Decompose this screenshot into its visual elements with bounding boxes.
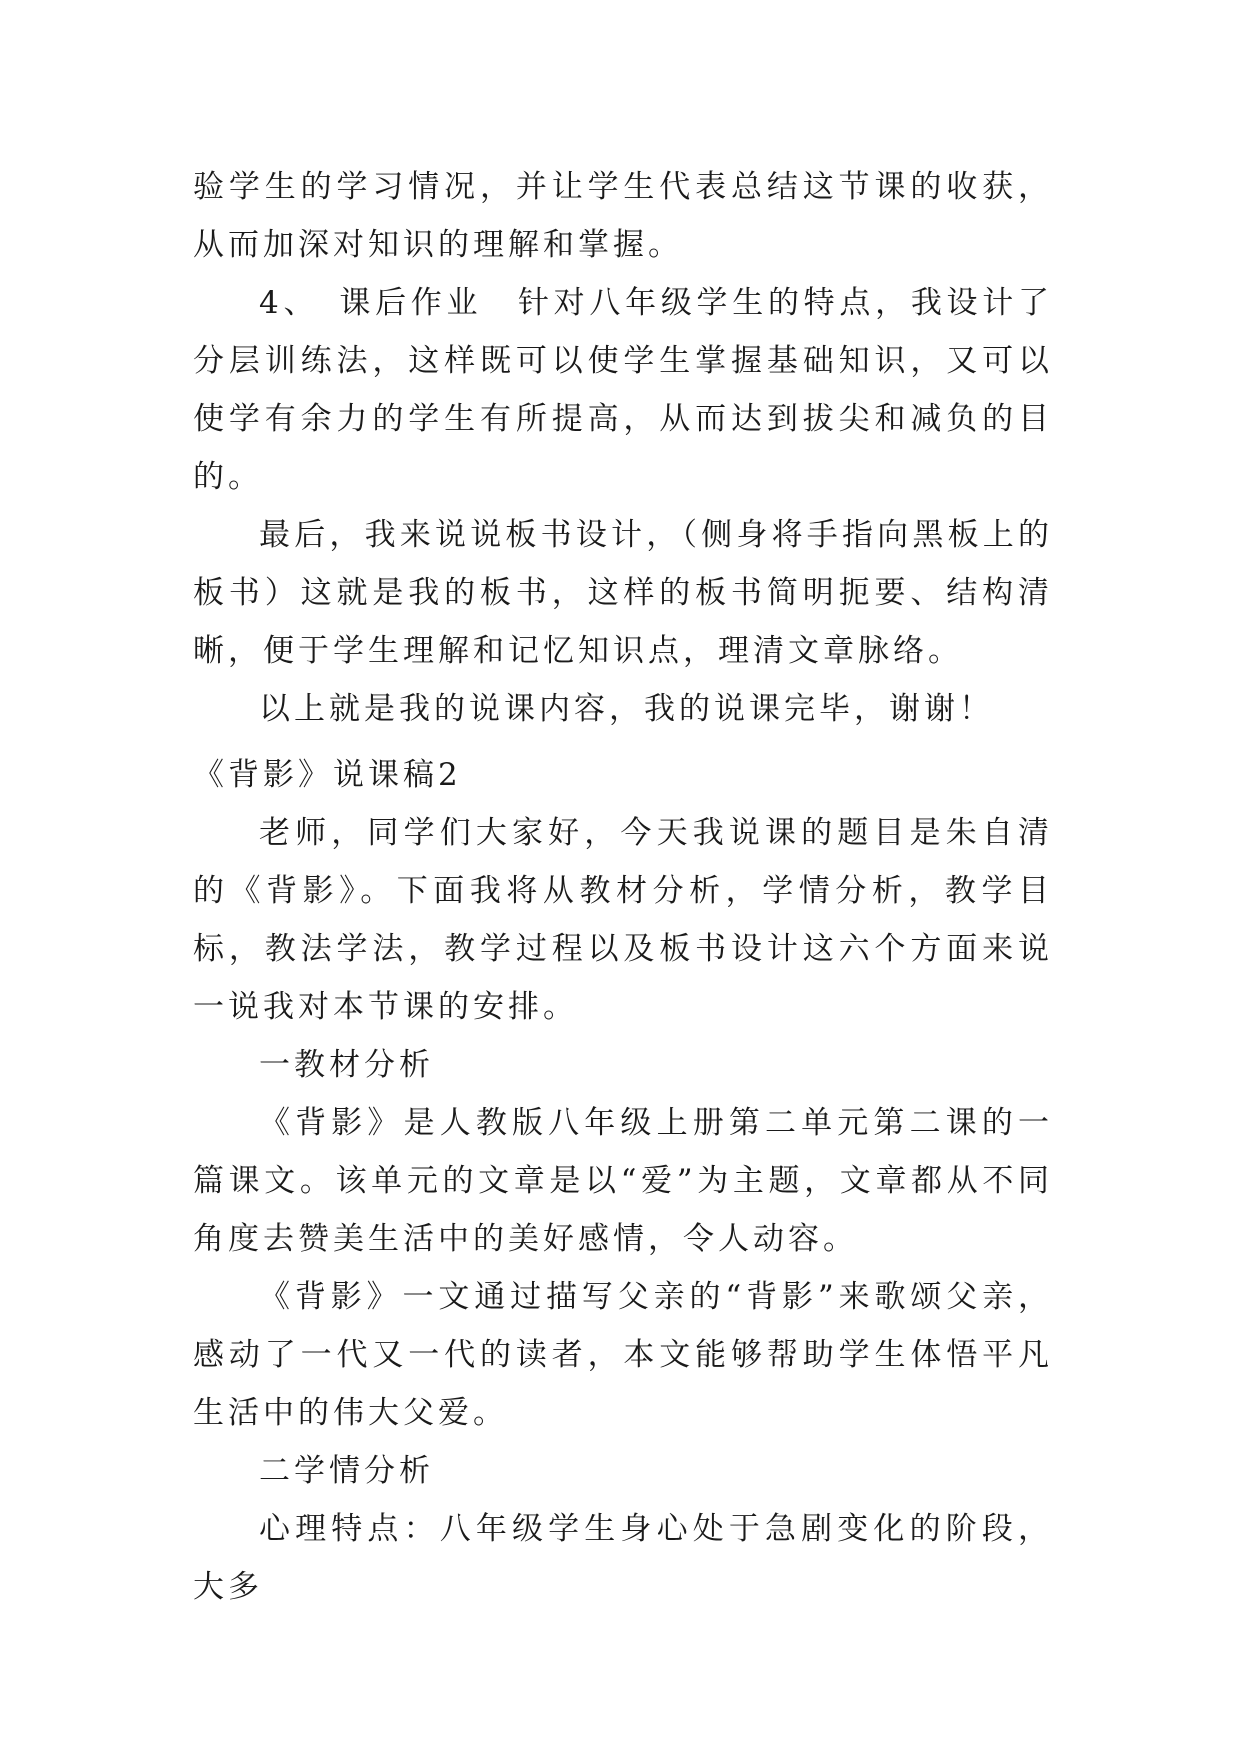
section-2-body [193, 746, 1053, 1616]
paragraph-closing: 以上就是我的说课内容，我的说课完毕，谢谢！ [259, 691, 994, 727]
paragraph-board-design: 最后，我来说说板书设计，（侧身将手指向黑板上的板书）这就是我的板书，这样的板书简明扼要、结构清晰，便于学生理解和记忆知识点，理清文章脉络。 [193, 517, 1053, 669]
section-title: 《背影》说课稿2 [193, 757, 462, 793]
paragraph-student-1: 心理特点：八年级学生身心处于急剧变化的阶段，大多 [193, 1511, 1053, 1605]
heading-textbook-analysis: 一教材分析 [259, 1047, 434, 1083]
paragraph-textbook-1: 《背影》是人教版八年级上册第二单元第二课的一篇课文。该单元的文章是以“爱”为主题，文章都从不同角度去赞美生活中的美好感情，令人动容。 [193, 1105, 1053, 1257]
paragraph-intro: 老师，同学们大家好，今天我说课的题目是朱自清的《背影》。下面我将从教材分析，学情分析，教学目标，教法学法，教学过程以及板书设计这六个方面来说一说我对本节课的安排。 [193, 815, 1053, 1025]
paragraph-continuation: 验学生的学习情况，并让学生代表总结这节课的收获，从而加深对知识的理解和掌握。 [193, 169, 1053, 263]
paragraph-textbook-2: 《背影》一文通过描写父亲的“背影”来歌颂父亲，感动了一代又一代的读者，本文能够帮助学生体悟平凡生活中的伟大父爱。 [193, 1279, 1053, 1431]
heading-student-analysis: 二学情分析 [259, 1453, 434, 1489]
section-1-body [193, 158, 1053, 738]
paragraph-homework: 4、 课后作业 针对八年级学生的特点，我设计了分层训练法，这样既可以使学生掌握基础知识，又可以使学有余力的学生有所提高，从而达到拔尖和减负的目的。 [193, 285, 1053, 495]
